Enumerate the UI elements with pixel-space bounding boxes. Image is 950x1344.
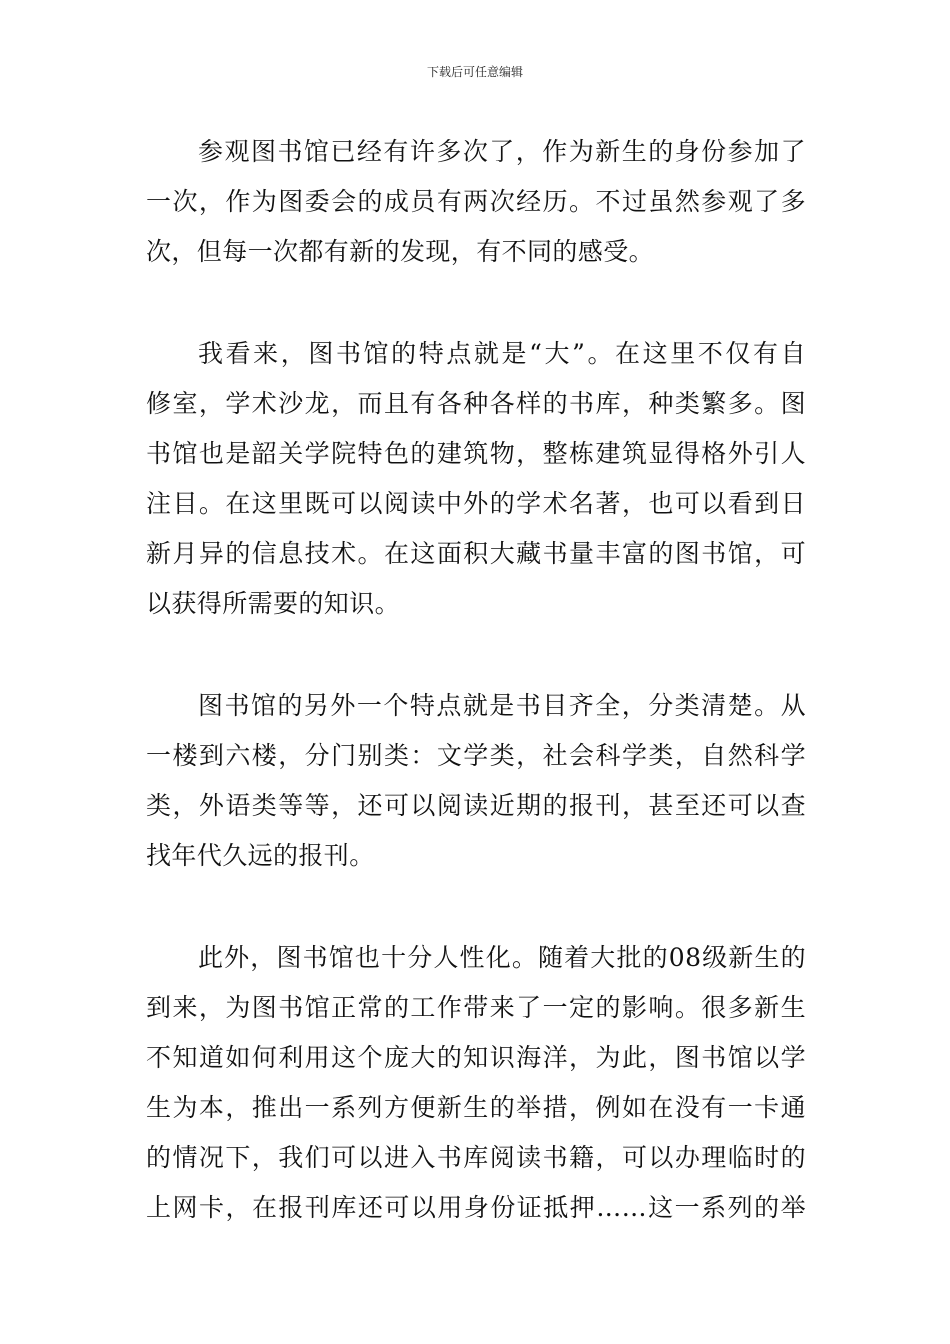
paragraph-line: 一楼到六楼，分门别类：文学类，社会科学类，自然科学 (146, 741, 806, 770)
paragraph-line: 此外，图书馆也十分人性化。随着大批的08级新生的 (198, 943, 806, 972)
page-header: 下载后可任意编辑 (426, 65, 523, 79)
paragraph-line: 不知道如何利用这个庞大的知识海洋，为此，图书馆以学 (146, 1043, 806, 1072)
paragraph-4 (146, 933, 806, 1233)
paragraph-spacer (146, 881, 806, 933)
paragraph-line: 注目。在这里既可以阅读中外的学术名著，也可以看到日 (146, 489, 806, 518)
paragraph-line: 找年代久远的报刊。 (146, 841, 375, 870)
paragraph-line: 修室，学术沙龙，而且有各种各样的书库，种类繁多。图 (146, 389, 806, 418)
paragraph-line: 生为本，推出一系列方便新生的举措，例如在没有一卡通 (146, 1093, 806, 1122)
paragraph-line: 一次，作为图委会的成员有两次经历。不过虽然参观了多 (146, 187, 806, 216)
paragraph-line: 类，外语类等等，还可以阅读近期的报刊，甚至还可以查 (146, 791, 806, 820)
paragraph-line: 参观图书馆已经有许多次了，作为新生的身份参加了 (198, 137, 806, 166)
paragraph-line: 次，但每一次都有新的发现，有不同的感受。 (146, 237, 655, 266)
paragraph-3 (146, 681, 806, 881)
paragraph-line: 图书馆的另外一个特点就是书目齐全，分类清楚。从 (198, 691, 806, 720)
paragraph-line: 到来，为图书馆正常的工作带来了一定的影响。很多新生 (146, 993, 806, 1022)
paragraph-line: 书馆也是韶关学院特色的建筑物，整栋建筑显得格外引人 (146, 439, 806, 468)
paragraph-line: 以获得所需要的知识。 (146, 589, 401, 618)
paragraph-spacer (146, 629, 806, 681)
paragraph-spacer (146, 277, 806, 329)
paragraph-line: 我看来，图书馆的特点就是“大”。在这里不仅有自 (198, 339, 806, 368)
paragraph-line: 新月异的信息技术。在这面积大藏书量丰富的图书馆，可 (146, 539, 806, 568)
paragraph-2 (146, 329, 806, 629)
paragraph-1 (146, 127, 806, 277)
paragraph-line: 的情况下，我们可以进入书库阅读书籍，可以办理临时的 (146, 1143, 806, 1172)
paragraph-line: 上网卡，在报刊库还可以用身份证抵押……这一系列的举 (146, 1193, 806, 1222)
document-body (146, 127, 806, 1233)
